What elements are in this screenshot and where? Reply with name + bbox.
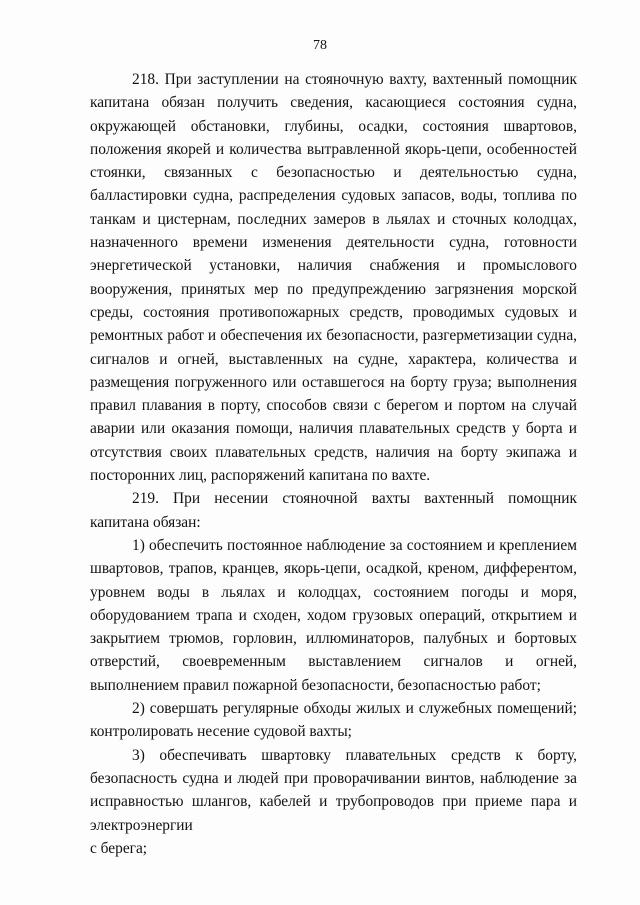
list-item-3: 3) обеспечивать швартовку плавательных средств к борту, безопасность судна и людей при проворачивании винтов, наблюдение за исправностью шлангов, кабелей и трубопроводов при приеме пара и электроэнергии: [90, 746, 577, 834]
page-number: 78: [313, 38, 327, 53]
paragraph-219: 219. При несении стояночной вахты вахтенный помощник капитана обязан:: [90, 490, 577, 531]
list-item-3-continuation: с берега;: [90, 839, 148, 857]
list-item-2: 2) совершать регулярные обходы жилых и служебных помещений; контролировать несение судовой вахты;: [90, 700, 577, 741]
paragraph-218: 218. При заступлении на стояночную вахту, вахтенный помощник капитана обязан получить сведения, касающиеся состояния судна, окружающей обстановки, глубины, осадки, состояния швартовов, положения якорей и количества вытравленной якорь-цепи, особенностей стоянки, связанных с безопасностью и деятельностью судна, балластировки судна, распределения судовых запасов, воды, топлива по танкам и цистернам, последних замеров в льялах и сточных колодцах, назначенного времени изменения деятельности судна, готовности энергетической установки, наличия снабжения и промыслового вооружения, принятых мер по предупреждению загрязнения морской среды, состояния противопожарных средств, проводимых судовых и ремонтных работ и обеспечения их безопасности, разгерметизации судна, сигналов и огней, выставленных на судне, характера, количества и размещения погруженного или оставшегося на борту груза; выполнения правил плавания в порту, способов связи с берегом и портом на случай аварии или оказания помощи, наличия плавательных средств у борта и отсутствия своих плавательных средств, наличия на борту экипажа и посторонних лиц, распоряжений капитана по вахте.: [90, 71, 577, 485]
document-body: [90, 68, 577, 860]
list-item-1: 1) обеспечить постоянное наблюдение за состоянием и креплением швартовов, трапов, кранцев, якорь-цепи, осадкой, креном, дифферентом, уровнем воды в льялах и колодцах, состоянием погоды и моря, оборудованием трапа и сходен, ходом грузовых операций, открытием и закрытием трюмов, горловин, иллюминаторов, палубных и бортовых отверстий, своевременным выставлением сигналов и огней, выполнением правил пожарной безопасности, безопасностью работ;: [90, 536, 577, 694]
